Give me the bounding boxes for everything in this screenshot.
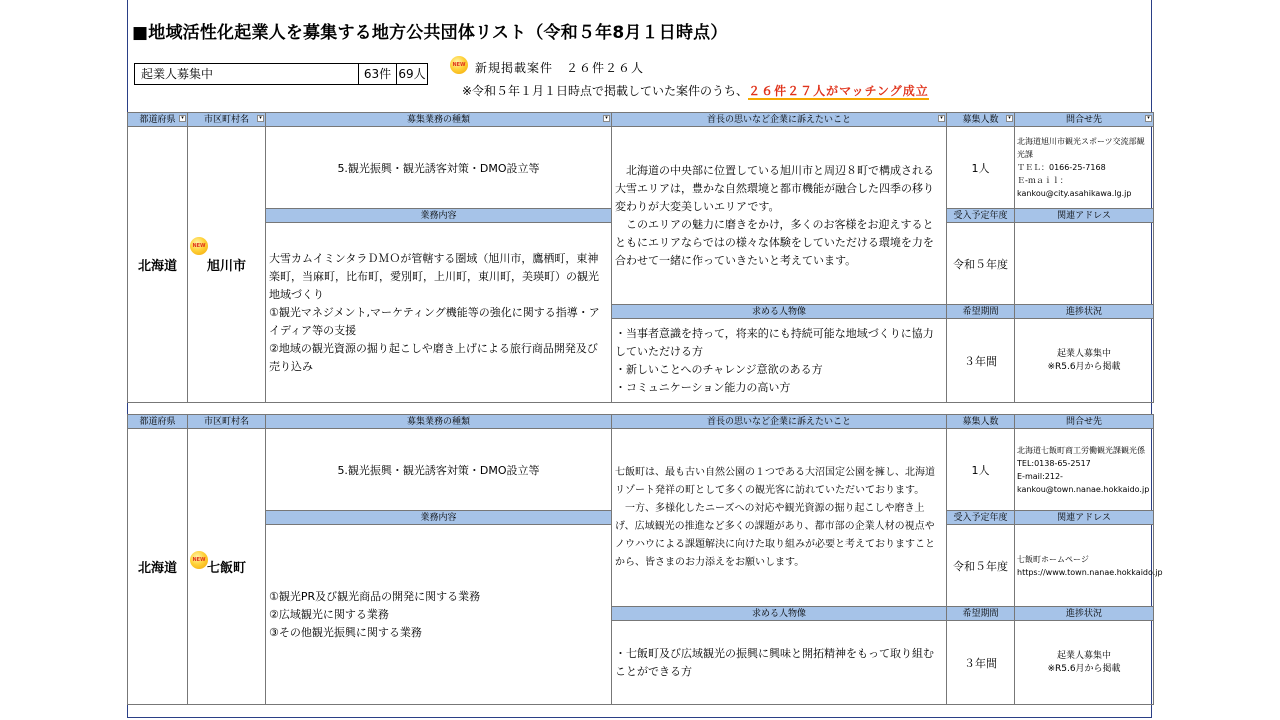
header-work-type: 募集業務の種類 ▾: [266, 113, 612, 127]
city-cell: NEW 旭川市: [188, 127, 266, 403]
match-prefix: ※令和５年１月１日時点で掲載していた案件のうち、: [462, 84, 749, 98]
header-prefecture: 都道府県: [128, 415, 188, 429]
filter-dropdown-icon[interactable]: ▾: [603, 115, 610, 122]
header-related-address: 関連アドレス: [1015, 209, 1154, 223]
summary-people: 69人: [398, 67, 426, 81]
page-title: ■地域活性化起業人を募集する地方公共団体リスト（令和５年8月１日時点）: [132, 23, 728, 43]
filter-dropdown-icon[interactable]: ▾: [1145, 115, 1152, 122]
work-content-cell: ①観光PR及び観光商品の開発に関する業務 ②広域観光に関する業務 ③その他観光振興に関する業務: [266, 525, 612, 705]
progress-cell: 起業人募集中 ※R5.6月から掲載: [1015, 621, 1154, 705]
header-city: 市区町村名 ▾: [188, 113, 266, 127]
related-address-cell: 七飯町ホームページ https://www.town.nanae.hokkaido.jp: [1015, 525, 1154, 607]
record-table-1: [127, 112, 1154, 403]
record-table-2: [127, 414, 1163, 705]
progress-cell: 起業人募集中 ※R5.6月から掲載: [1015, 319, 1154, 403]
desired-person-cell: ・七飯町及び広域観光の振興に興味と開拓精神をもって取り組むことができる方: [612, 621, 947, 705]
num-people-cell: 1人: [947, 429, 1015, 511]
header-num-people: 募集人数: [947, 415, 1015, 429]
city-cell: NEW 七飯町: [188, 429, 266, 705]
related-address-cell: [1015, 223, 1154, 305]
header-work-content: 業務内容: [266, 209, 612, 223]
header-period: 希望期間: [947, 305, 1015, 319]
period-cell: ３年間: [947, 621, 1015, 705]
mayor-message-cell: 七飯町は、最も古い自然公園の１つである大沼国定公園を擁し、北海道リゾート発祥の町として多くの観光客に訪れていただいております。 一方、多様化したニーズへの対応や観光資源の掘り起こしや磨き上げ、広域観光の推進など多くの課題があり、都市部の企業人材の視点やノウハウによる課題解決に向けた取り組みが必要と考えておりますことから、皆さまのお力添えをお願いします。: [612, 429, 947, 607]
header-progress: 進捗状況: [1015, 607, 1154, 621]
work-content-cell: 大雪カムイミンタラＤＭＯが管轄する圏域（旭川市，鷹栖町，東神楽町，当麻町，比布町，愛別町，上川町，東川町，美瑛町）の観光地域づくり ①観光マネジメント,マーケティング機能等の強化に関する指導・アイディア等の支援 ②地域の観光資源の掘り起こしや磨き上げによる旅行商品開発及び売り込み: [266, 223, 612, 403]
start-year-cell: 令和５年度: [947, 525, 1015, 607]
desired-person-cell: ・当事者意識を持って，将来的にも持続可能な地域づくりに協力していただける方 ・新しいことへのチャレンジ意欲のある方 ・コミュニケーション能力の高い方: [612, 319, 947, 403]
num-people-cell: 1人: [947, 127, 1015, 209]
filter-dropdown-icon[interactable]: ▾: [179, 115, 186, 122]
new-badge-icon: NEW: [450, 56, 468, 74]
summary-box: [134, 63, 428, 85]
header-mayor-message: 首長の思いなど企業に訴えたいこと: [612, 415, 947, 429]
summary-label: 起業人募集中: [135, 64, 359, 84]
header-desired-person: 求める人物像: [612, 607, 947, 621]
header-contact: 問合せ先 ▾: [1015, 113, 1154, 127]
start-year-cell: 令和５年度: [947, 223, 1015, 305]
header-start-year: 受入予定年度: [947, 511, 1015, 525]
filter-dropdown-icon[interactable]: ▾: [257, 115, 264, 122]
header-related-address: 関連アドレス: [1015, 511, 1154, 525]
header-city: 市区町村名: [188, 415, 266, 429]
header-period: 希望期間: [947, 607, 1015, 621]
prefecture-cell: 北海道: [128, 429, 188, 705]
header-mayor-message: 首長の思いなど企業に訴えたいこと ▾: [612, 113, 947, 127]
header-start-year: 受入予定年度: [947, 209, 1015, 223]
header-work-type: 募集業務の種類: [266, 415, 612, 429]
mayor-message-cell: 北海道の中央部に位置している旭川市と周辺８町で構成される大雪エリアは，豊かな自然環境と都市機能が融合した四季の移り変わりが大変美しいエリアです。 このエリアの魅力に磨きをかけ，多くのお客様をお迎えするとともにエリアならではの様々な体験をしていただける環境を力を合わせて一緒に作っていきたいと考えています。: [612, 127, 947, 305]
contact-cell: 北海道旭川市観光スポーツ交流部観光課 ＴＥＬ：0166-25-7168 Ｅ-ｍａｉｌ： kankou@city.asahikawa.lg.jp: [1015, 127, 1154, 209]
new-badge-icon: NEW: [190, 237, 208, 255]
header-progress: 進捗状況: [1015, 305, 1154, 319]
header-desired-person: 求める人物像: [612, 305, 947, 319]
header-num-people: 募集人数 ▾: [947, 113, 1015, 127]
filter-dropdown-icon[interactable]: ▾: [938, 115, 945, 122]
new-badge-icon: NEW: [190, 551, 208, 569]
header-contact: 問合せ先: [1015, 415, 1154, 429]
period-cell: ３年間: [947, 319, 1015, 403]
match-highlight: ２６件２７人がマッチング成立: [748, 84, 929, 98]
new-listing-text: 新規掲載案件 ２６件２６人: [475, 61, 645, 75]
prefecture-cell: 北海道: [128, 127, 188, 403]
summary-cases: 63件: [359, 64, 397, 84]
match-text: [462, 82, 929, 99]
contact-cell: 北海道七飯町商工労働観光課観光係 TEL:0138-65-2517 E-mail:212- kankou@town.nanae.hokkaido.jp: [1015, 429, 1154, 511]
header-prefecture: 都道府県 ▾: [128, 113, 188, 127]
filter-dropdown-icon[interactable]: ▾: [1006, 115, 1013, 122]
header-work-content: 業務内容: [266, 511, 612, 525]
work-type-cell: 5.観光振興・観光誘客対策・DMO設立等: [266, 429, 612, 511]
work-type-cell: 5.観光振興・観光誘客対策・DMO設立等: [266, 127, 612, 209]
related-address-link[interactable]: https://www.town.nanae.hokkaido.jp: [1017, 567, 1163, 577]
